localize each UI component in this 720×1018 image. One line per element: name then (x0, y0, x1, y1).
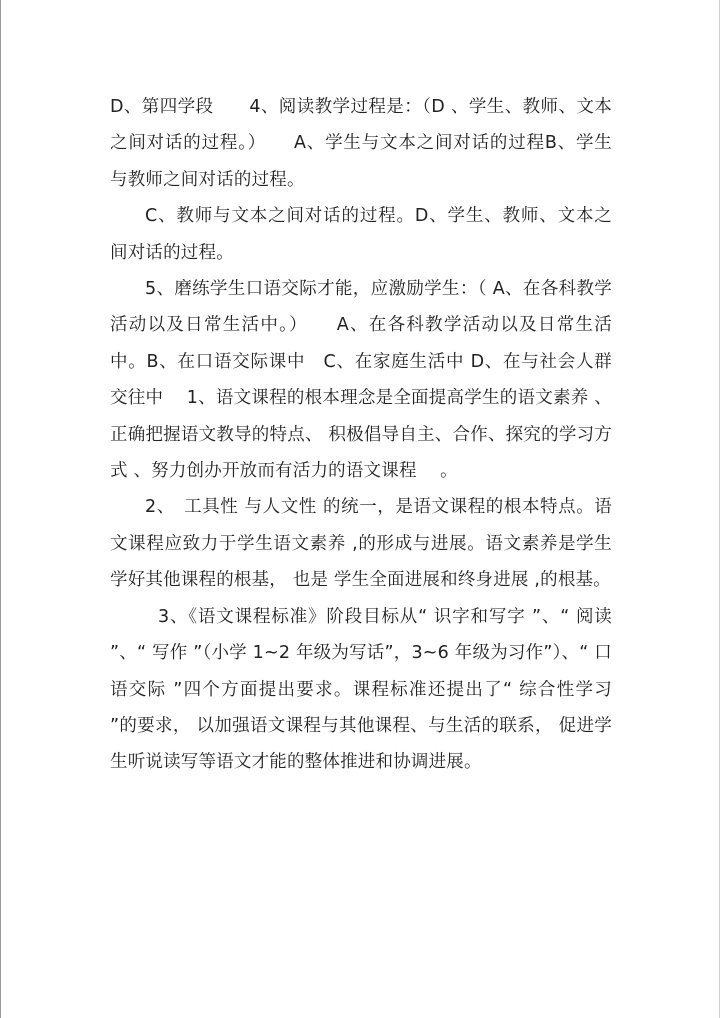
document-body (110, 89, 612, 781)
paragraph-oral-communication: 5、磨练学生口语交际才能，应激励学生：（ A、在各科教学活动以及日常生活中。） A、在各科教学活动以及日常生活中。B、在口语交际课中 C、在家庭生活中 D、在与社会人群交往中 1、语文课程的根本理念是全面提高学生的语文素养 、正确把握语文教导的特点、 积极倡导自主、合作、探究的学习方式 、努力创办开放而有活力的语文课程 。 (110, 279, 612, 482)
paragraph-course-characteristics: 2、 工具性 与人文性 的统一，是语文课程的根本特点。语文课程应致力于学生语文素养 ,的形成与进展。语文素养是学生学好其他课程的根基， 也是 学生全面进展和终身进展 ,的根基。 (110, 497, 612, 591)
paragraph-reading-process: D、第四学段 4、阅读教学过程是：（D 、学生、教师、文本之间对话的过程。） A、学生与文本之间对话的过程B、学生与教师之间对话的过程。 (110, 97, 612, 190)
paragraph-reading-options: C、教师与文本之间对话的过程。D、学生、教师、文本之间对话的过程。 (110, 206, 612, 263)
paragraph-curriculum-standard: 3、《语文课程标准》阶段目标从“ 识字和写字 ”、“ 阅读 ”、“ 写作 ”（小学 1~2 年级为写话”，3~6 年级为习作”）、“ 口语交际 ”四个方面提出要求。课程标准还提出了“ 综合性学习 ”的要求， 以加强语文课程与其他课程、与生活的联系， 促进学生听说读写等语文才能的整体推进和协调进展。 (110, 606, 612, 773)
page-left-border (0, 0, 1, 1018)
